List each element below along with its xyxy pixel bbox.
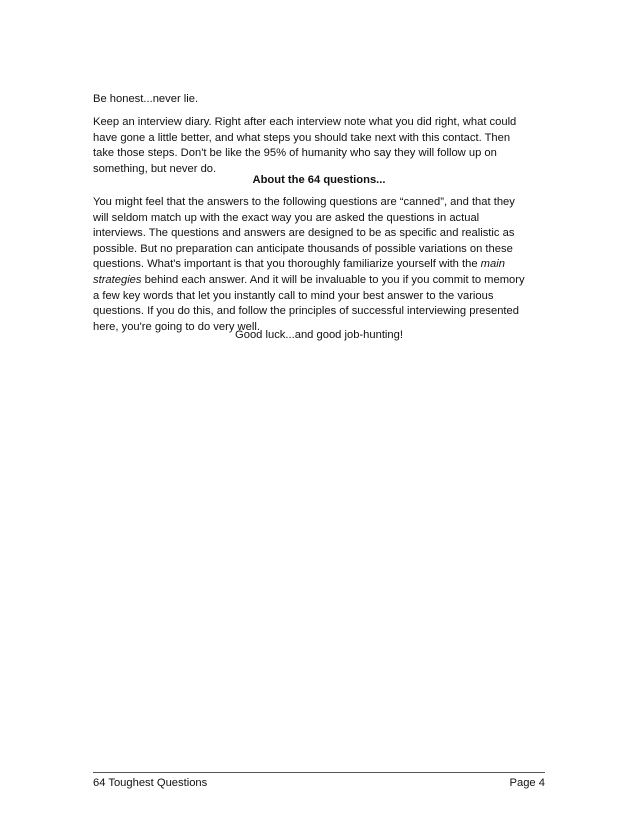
paragraph-line: Be honest...never lie. bbox=[93, 93, 199, 105]
paragraph-line: interviews. The questions and answers are designed to be as specific and realistic as bbox=[93, 227, 515, 240]
paragraph-line bbox=[93, 273, 553, 289]
paragraph-honest bbox=[93, 92, 553, 108]
page-number: Page 4 bbox=[509, 777, 545, 789]
line-text: questions. What's important is that you thoroughly familiarize yourself with the bbox=[93, 258, 481, 271]
paragraph-line: here, you're going to do very well. bbox=[93, 320, 260, 333]
paragraph-line: Keep an interview diary. Right after each interview note what you did right, what could bbox=[93, 116, 517, 128]
paragraph-interview-diary bbox=[93, 115, 553, 177]
paragraph-line: You might feel that the answers to the following questions are “canned”, and that they bbox=[93, 196, 515, 208]
line-text: behind each answer. And it will be invaluable to you if you commit to memory bbox=[141, 273, 525, 286]
emphasis-text: main bbox=[480, 258, 505, 271]
closing-line: Good luck...and good job-hunting! bbox=[235, 329, 403, 341]
paragraph-line: something, but never do. bbox=[93, 162, 217, 175]
paragraph-about-questions bbox=[93, 195, 553, 335]
paragraph-line: will seldom match up with the exact way you are asked the questions in actual bbox=[93, 211, 480, 224]
paragraph-line: questions. If you do this, and follow the principles of successful interviewing presented bbox=[93, 305, 519, 318]
footer-divider bbox=[93, 772, 545, 773]
paragraph-line bbox=[93, 257, 553, 273]
paragraph-line: a few key words that let you instantly call to mind your best answer to the various bbox=[93, 289, 494, 302]
paragraph-line: have gone a little better, and what steps you should take next with this contact. Then bbox=[93, 131, 511, 144]
footer-title: 64 Toughest Questions bbox=[93, 777, 208, 789]
paragraph-line: possible. But no preparation can anticipate thousands of possible variations on these bbox=[93, 242, 513, 255]
paragraph-line: take those steps. Don't be like the 95% of humanity who say they will follow up on bbox=[93, 147, 497, 160]
section-heading: About the 64 questions... bbox=[252, 174, 386, 186]
emphasis-text: strategies bbox=[93, 273, 142, 286]
